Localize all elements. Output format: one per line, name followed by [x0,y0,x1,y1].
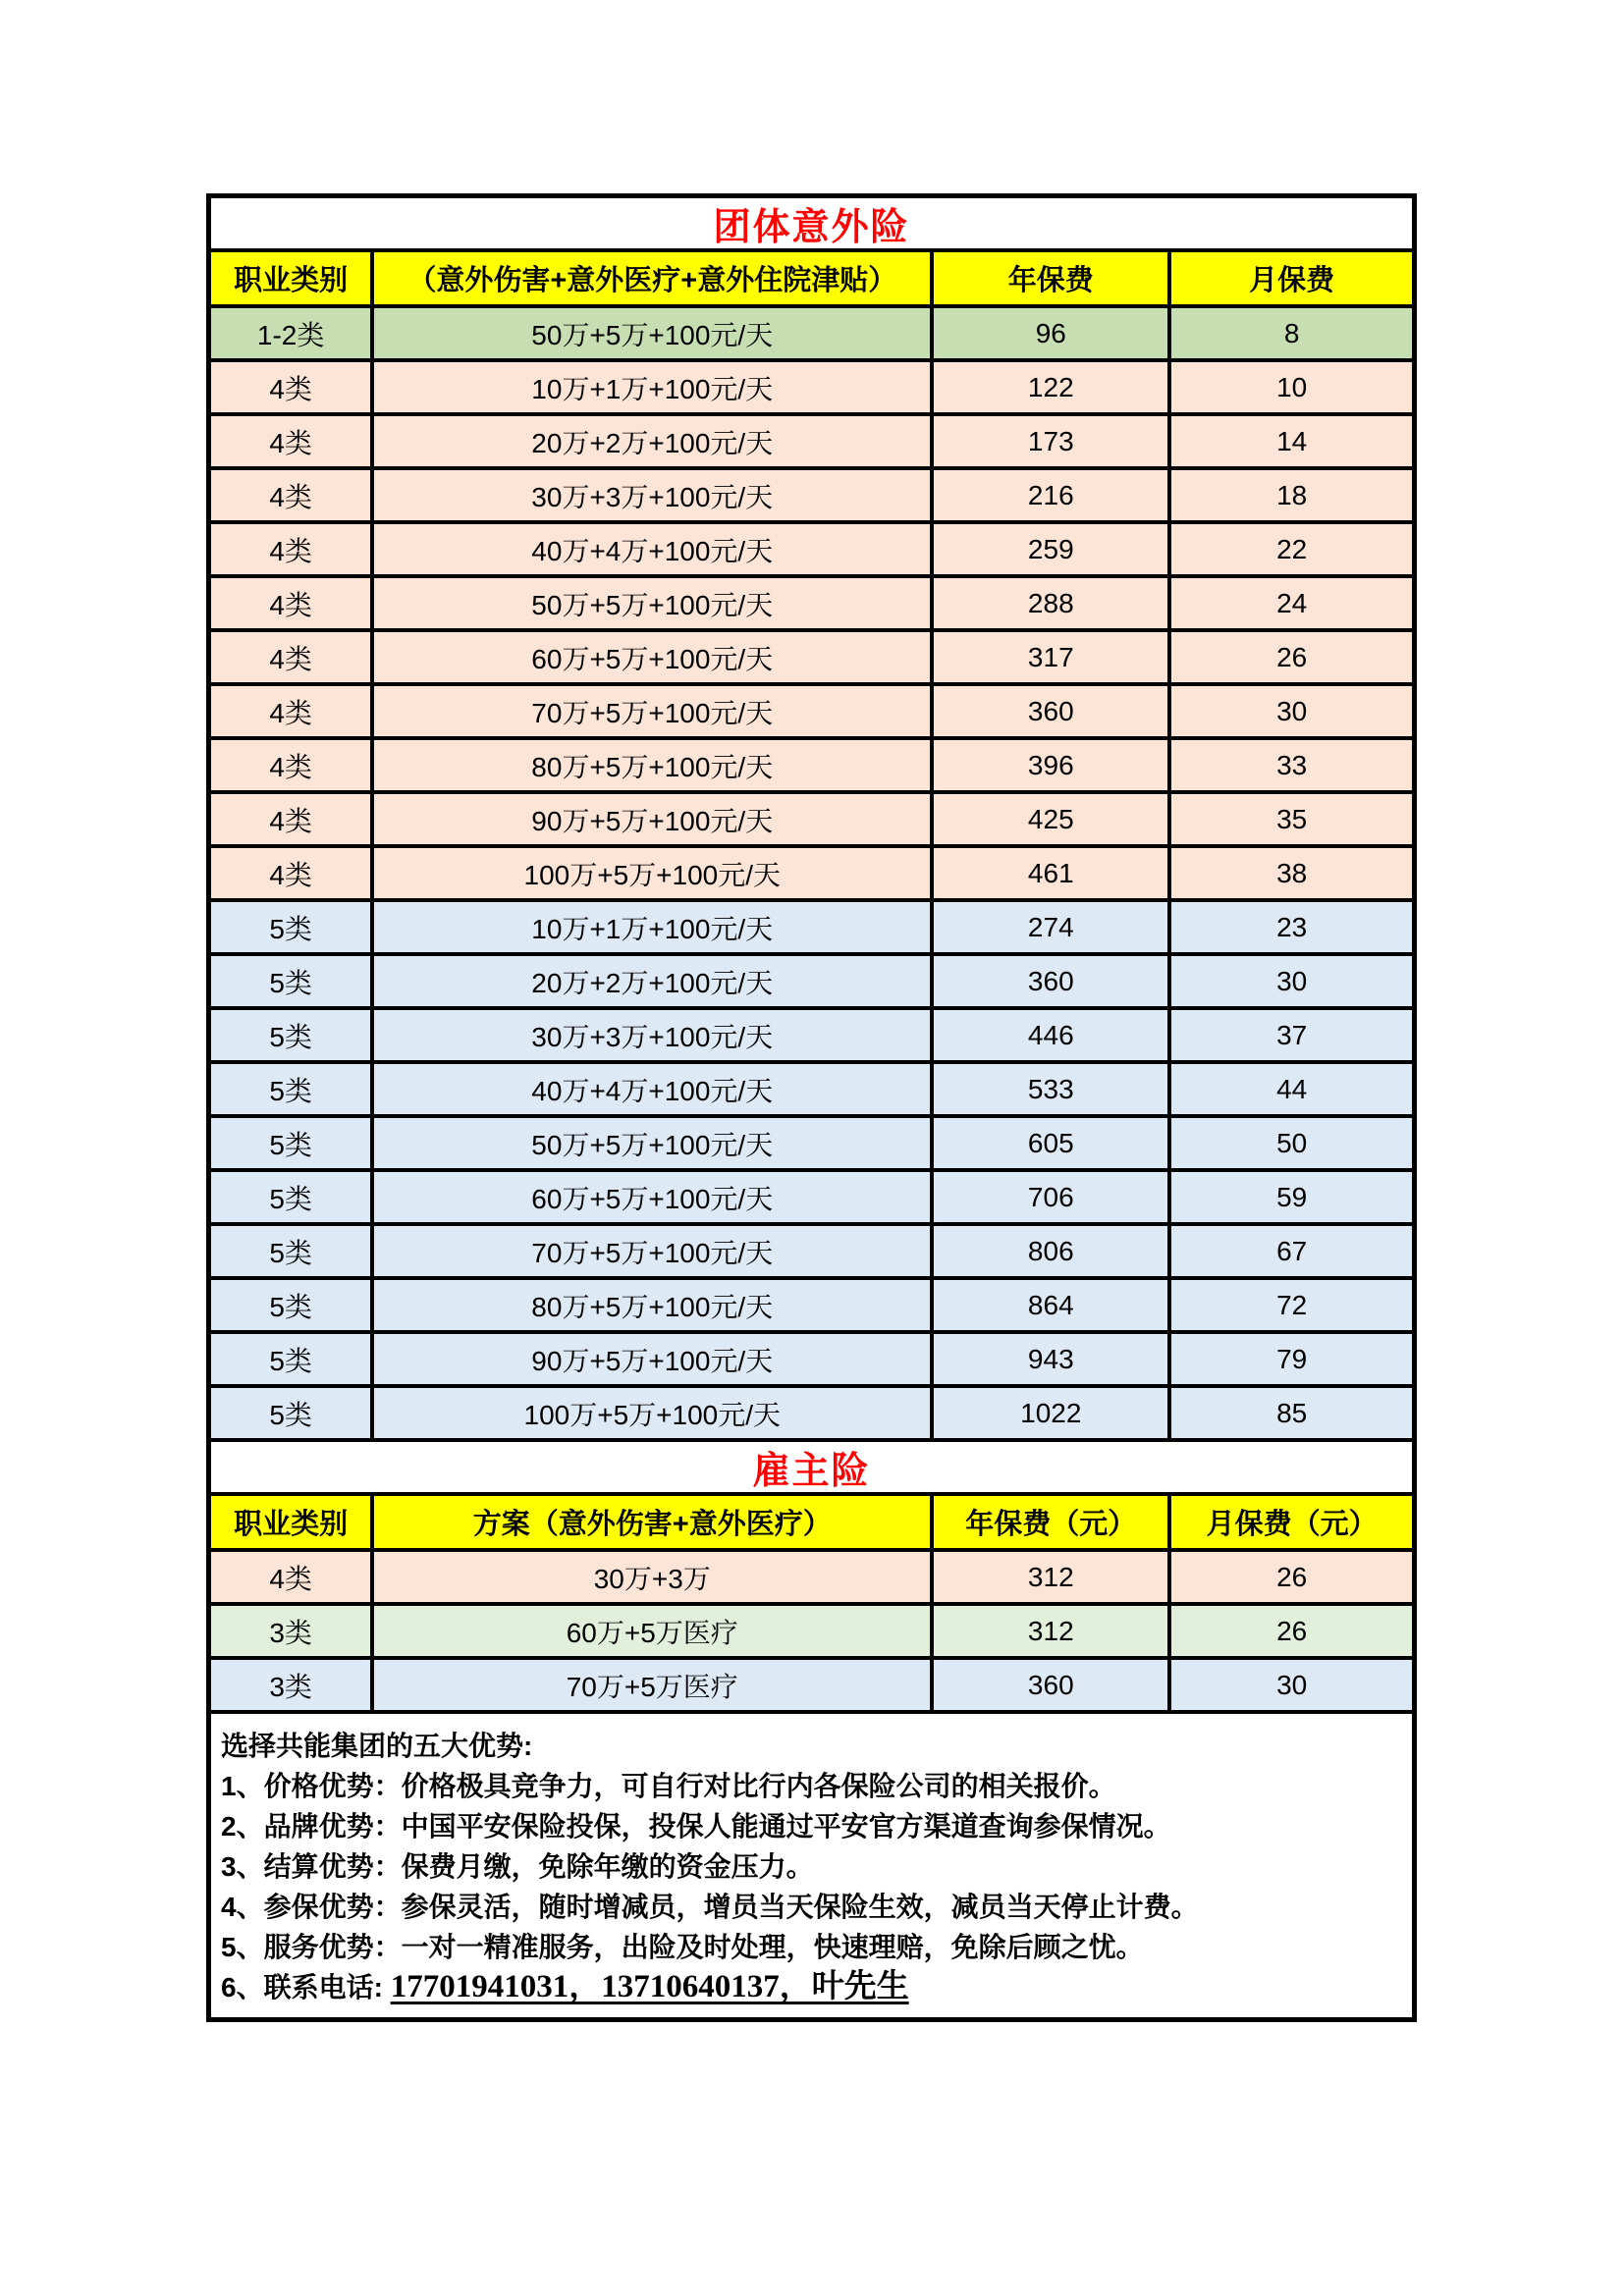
cell-plan: 100万+5万+100元/天 [374,1388,934,1438]
header-occupation-category: 职业类别 [211,1496,374,1548]
cell-monthly-premium: 67 [1171,1226,1412,1276]
header-plan: 方案（意外伤害+意外医疗） [374,1496,934,1548]
cell-occupation-category: 4类 [211,740,374,790]
table-row [211,1280,1412,1334]
cell-monthly-premium: 8 [1171,308,1412,358]
cell-occupation-category: 5类 [211,1064,374,1114]
cell-annual-premium: 360 [934,1660,1171,1710]
cell-occupation-category: 4类 [211,1552,374,1602]
cell-occupation-category: 4类 [211,470,374,520]
cell-occupation-category: 4类 [211,632,374,682]
table-row [211,1606,1412,1660]
group-accident-rows [211,308,1412,1442]
table-row [211,902,1412,956]
footer-contact-line [221,1967,1398,2007]
cell-occupation-category: 5类 [211,1334,374,1384]
cell-monthly-premium: 30 [1171,686,1412,736]
cell-occupation-category: 4类 [211,416,374,466]
footer-advantage-lines [221,1766,1398,1967]
cell-occupation-category: 4类 [211,794,374,844]
cell-occupation-category: 4类 [211,362,374,412]
cell-annual-premium: 216 [934,470,1171,520]
header-annual-premium: 年保费（元） [934,1496,1171,1548]
cell-monthly-premium: 18 [1171,470,1412,520]
cell-occupation-category: 5类 [211,902,374,952]
cell-annual-premium: 446 [934,1010,1171,1060]
cell-annual-premium: 274 [934,902,1171,952]
contact-label: 6、联系电话: [221,1972,391,2002]
table-row [211,1172,1412,1226]
cell-annual-premium: 943 [934,1334,1171,1384]
cell-occupation-category: 5类 [211,956,374,1006]
table-row [211,1064,1412,1118]
cell-monthly-premium: 38 [1171,848,1412,898]
cell-monthly-premium: 10 [1171,362,1412,412]
cell-plan: 80万+5万+100元/天 [374,740,934,790]
table-row [211,362,1412,416]
table-row [211,794,1412,848]
group-accident-title: 团体意外险 [713,207,910,248]
table-row [211,308,1412,362]
footer-heading: 选择共能集团的五大优势: [221,1731,533,1761]
cell-annual-premium: 288 [934,578,1171,628]
cell-plan: 20万+2万+100元/天 [374,956,934,1006]
cell-annual-premium: 122 [934,362,1171,412]
cell-annual-premium: 605 [934,1118,1171,1168]
cell-monthly-premium: 26 [1171,1552,1412,1602]
table-row [211,686,1412,740]
cell-plan: 100万+5万+100元/天 [374,848,934,898]
cell-monthly-premium: 30 [1171,956,1412,1006]
cell-occupation-category: 5类 [211,1172,374,1222]
footer-advantage-line: 5、服务优势：一对一精准服务，出险及时处理，快速理赔，免除后顾之忧。 [221,1932,1144,1962]
cell-occupation-category: 4类 [211,848,374,898]
cell-monthly-premium: 26 [1171,632,1412,682]
cell-monthly-premium: 30 [1171,1660,1412,1710]
cell-occupation-category: 5类 [211,1010,374,1060]
table-row [211,524,1412,578]
cell-annual-premium: 96 [934,308,1171,358]
cell-plan: 30万+3万+100元/天 [374,470,934,520]
cell-annual-premium: 360 [934,956,1171,1006]
cell-annual-premium: 259 [934,524,1171,574]
table-row [211,1334,1412,1388]
table-row [211,956,1412,1010]
cell-occupation-category: 5类 [211,1388,374,1438]
cell-annual-premium: 1022 [934,1388,1171,1438]
table-row [211,1388,1412,1442]
cell-monthly-premium: 44 [1171,1064,1412,1114]
table-row [211,416,1412,470]
employer-header-row [211,1496,1412,1552]
cell-occupation-category: 3类 [211,1606,374,1656]
table-row [211,470,1412,524]
cell-occupation-category: 4类 [211,578,374,628]
employer-title-row [211,1442,1412,1496]
cell-monthly-premium: 14 [1171,416,1412,466]
cell-plan: 30万+3万 [374,1552,934,1602]
footer-advantage-line: 4、参保优势：参保灵活，随时增减员，增员当天保险生效，减员当天停止计费。 [221,1892,1199,1922]
cell-monthly-premium: 26 [1171,1606,1412,1656]
header-monthly-premium: 月保费 [1171,252,1412,304]
cell-plan: 90万+5万+100元/天 [374,1334,934,1384]
cell-occupation-category: 1-2类 [211,308,374,358]
cell-annual-premium: 360 [934,686,1171,736]
cell-plan: 70万+5万+100元/天 [374,1226,934,1276]
cell-plan: 40万+4万+100元/天 [374,524,934,574]
footer-advantage-line: 3、结算优势：保费月缴，免除年缴的资金压力。 [221,1851,814,1882]
cell-monthly-premium: 33 [1171,740,1412,790]
table-row [211,1118,1412,1172]
cell-plan: 80万+5万+100元/天 [374,1280,934,1330]
cell-plan: 20万+2万+100元/天 [374,416,934,466]
cell-annual-premium: 312 [934,1606,1171,1656]
cell-plan: 50万+5万+100元/天 [374,1118,934,1168]
table-row [211,632,1412,686]
cell-plan: 60万+5万+100元/天 [374,632,934,682]
cell-monthly-premium: 24 [1171,578,1412,628]
cell-annual-premium: 317 [934,632,1171,682]
cell-plan: 70万+5万+100元/天 [374,686,934,736]
cell-plan: 50万+5万+100元/天 [374,578,934,628]
contact-phone-numbers: 17701941031，13710640137，叶先生 [390,1969,909,2004]
cell-monthly-premium: 59 [1171,1172,1412,1222]
employer-rows [211,1552,1412,1714]
group-accident-title-row [211,198,1412,252]
cell-annual-premium: 533 [934,1064,1171,1114]
cell-annual-premium: 312 [934,1552,1171,1602]
header-plan: （意外伤害+意外医疗+意外住院津贴） [374,252,934,304]
footer-advantage-line: 2、品牌优势：中国平安保险投保，投保人能通过平安官方渠道查询参保情况。 [221,1811,1171,1842]
table-row [211,740,1412,794]
table-row [211,1010,1412,1064]
cell-monthly-premium: 50 [1171,1118,1412,1168]
cell-monthly-premium: 23 [1171,902,1412,952]
cell-occupation-category: 5类 [211,1118,374,1168]
table-row [211,848,1412,902]
cell-monthly-premium: 22 [1171,524,1412,574]
cell-plan: 50万+5万+100元/天 [374,308,934,358]
table-row [211,1226,1412,1280]
header-monthly-premium: 月保费（元） [1171,1496,1412,1548]
cell-annual-premium: 461 [934,848,1171,898]
cell-occupation-category: 4类 [211,686,374,736]
cell-plan: 10万+1万+100元/天 [374,902,934,952]
cell-monthly-premium: 79 [1171,1334,1412,1384]
employer-title: 雇主险 [752,1451,871,1492]
cell-occupation-category: 4类 [211,524,374,574]
cell-monthly-premium: 37 [1171,1010,1412,1060]
cell-annual-premium: 864 [934,1280,1171,1330]
table-row [211,1552,1412,1606]
footer-advantage-line: 1、价格优势：价格极具竞争力，可自行对比行内各保险公司的相关报价。 [221,1771,1116,1801]
cell-annual-premium: 806 [934,1226,1171,1276]
cell-plan: 60万+5万医疗 [374,1606,934,1656]
cell-monthly-premium: 35 [1171,794,1412,844]
table-row [211,578,1412,632]
group-accident-header-row [211,252,1412,308]
cell-annual-premium: 425 [934,794,1171,844]
cell-plan: 90万+5万+100元/天 [374,794,934,844]
cell-plan: 60万+5万+100元/天 [374,1172,934,1222]
cell-occupation-category: 5类 [211,1280,374,1330]
cell-annual-premium: 396 [934,740,1171,790]
cell-monthly-premium: 72 [1171,1280,1412,1330]
table-row [211,1660,1412,1714]
header-occupation-category: 职业类别 [211,252,374,304]
cell-plan: 40万+4万+100元/天 [374,1064,934,1114]
cell-annual-premium: 706 [934,1172,1171,1222]
footer-notes [211,1714,1412,2017]
cell-monthly-premium: 85 [1171,1388,1412,1438]
header-annual-premium: 年保费 [934,252,1171,304]
cell-occupation-category: 3类 [211,1660,374,1710]
cell-plan: 30万+3万+100元/天 [374,1010,934,1060]
cell-occupation-category: 5类 [211,1226,374,1276]
cell-plan: 10万+1万+100元/天 [374,362,934,412]
cell-plan: 70万+5万医疗 [374,1660,934,1710]
insurance-price-table [206,193,1417,2022]
cell-annual-premium: 173 [934,416,1171,466]
